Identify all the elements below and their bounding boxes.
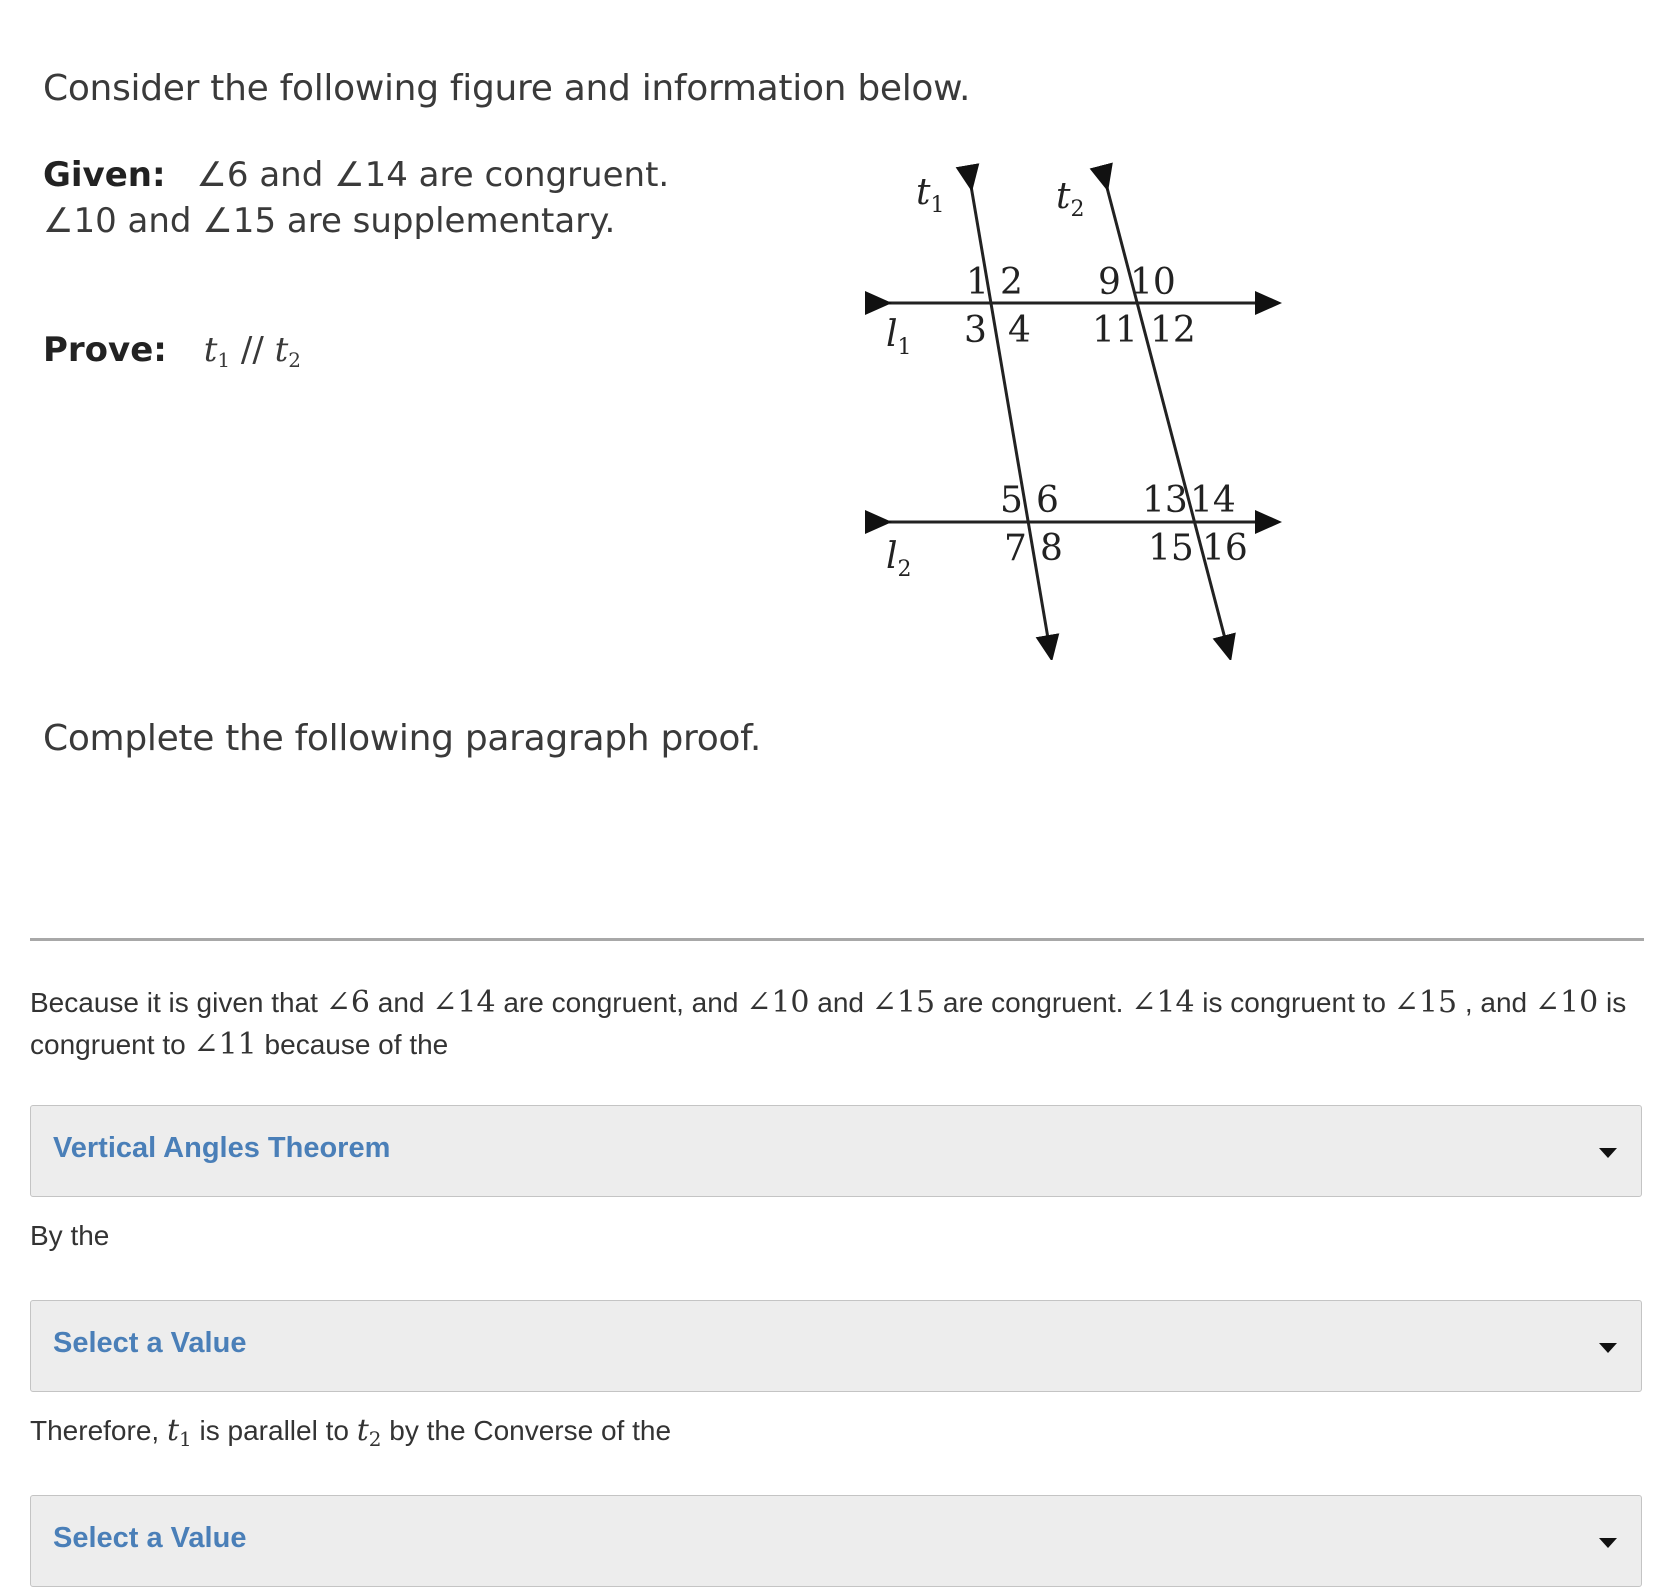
chevron-down-icon bbox=[1599, 1148, 1617, 1158]
instruction-text: Complete the following paragraph proof. bbox=[43, 718, 762, 759]
angle-12: 12 bbox=[1150, 310, 1196, 351]
angle-9: 9 bbox=[1098, 262, 1121, 303]
angle-6: 6 bbox=[1036, 480, 1059, 521]
prove-t2: $t_2$ bbox=[274, 330, 302, 372]
angle-1: 1 bbox=[966, 262, 989, 303]
section-divider bbox=[30, 938, 1644, 941]
prove-block bbox=[43, 330, 301, 372]
angle-8: 8 bbox=[1040, 528, 1063, 569]
given-line-2: ∠10 and ∠15 are supplementary. bbox=[43, 201, 616, 241]
transversal-t1 bbox=[970, 180, 1050, 650]
angle-2: 2 bbox=[1000, 262, 1023, 303]
given-line-1: ∠6 and ∠14 are congruent. bbox=[196, 155, 670, 195]
label-l2: $l_2$ bbox=[886, 536, 912, 582]
angle-13: 13 bbox=[1142, 480, 1188, 521]
angle-4: 4 bbox=[1008, 310, 1031, 351]
label-t2: $t_2$ bbox=[1056, 176, 1085, 222]
angle-10: 10 bbox=[1130, 262, 1176, 303]
proof-paragraph: Because it is given that ∠6 and ∠14 are congruent, and ∠10 and ∠15 are congruent. ∠14 is congruent to ∠15 , and ∠10 is congruent to ∠11 because of the bbox=[30, 985, 1627, 1062]
transversal-t2 bbox=[1105, 180, 1228, 650]
angle-14: 14 bbox=[1190, 480, 1236, 521]
reason-dropdown-3[interactable] bbox=[30, 1495, 1642, 1587]
by-the-label: By the bbox=[30, 1220, 110, 1251]
angle-11: 11 bbox=[1092, 310, 1138, 351]
chevron-down-icon bbox=[1599, 1343, 1617, 1353]
therefore-label: Therefore, $t_1$ is parallel to $t_2$ by the Converse of the bbox=[30, 1413, 672, 1451]
prove-t1: $t_1$ bbox=[203, 330, 231, 372]
angle-3: 3 bbox=[964, 310, 987, 351]
angle-16: 16 bbox=[1202, 528, 1248, 569]
reason-dropdown-2[interactable] bbox=[30, 1300, 1642, 1392]
reason-dropdown-1-value: Vertical Angles Theorem bbox=[53, 1132, 391, 1164]
label-l1: $l_1$ bbox=[886, 314, 912, 360]
angle-7: 7 bbox=[1004, 528, 1027, 569]
angle-5: 5 bbox=[1000, 480, 1023, 521]
chevron-down-icon bbox=[1599, 1538, 1617, 1548]
label-t1: $t_1$ bbox=[916, 172, 945, 218]
parallel-lines-figure bbox=[860, 160, 1300, 660]
angle-15: 15 bbox=[1148, 528, 1194, 569]
reason-dropdown-3-value: Select a Value bbox=[53, 1522, 247, 1554]
reason-dropdown-1[interactable] bbox=[30, 1105, 1642, 1197]
intro-text: Consider the following figure and information below. bbox=[43, 68, 971, 109]
prove-label: Prove: bbox=[43, 330, 167, 370]
given-label: Given: bbox=[43, 155, 166, 195]
given-block bbox=[43, 152, 669, 244]
reason-dropdown-2-value: Select a Value bbox=[53, 1327, 247, 1359]
prove-parallel-symbol: // bbox=[240, 330, 275, 370]
